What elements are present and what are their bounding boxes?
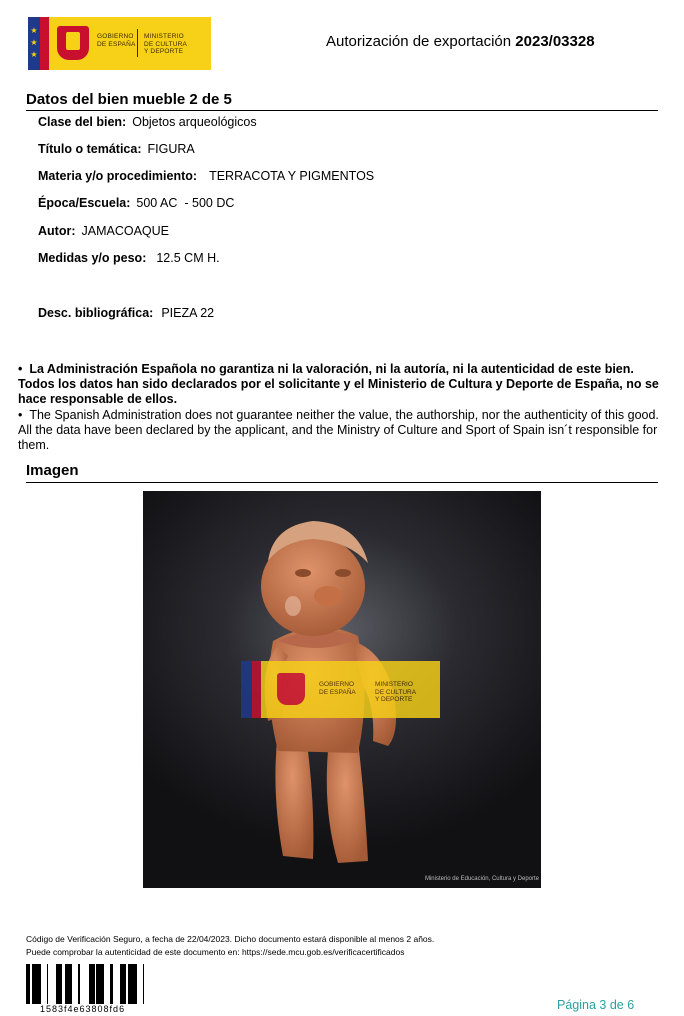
divider — [26, 110, 658, 111]
section-title-imagen: Imagen — [26, 462, 79, 479]
disclaimer-en: • The Spanish Administration does not guarantee neither the value, the authorship, nor the authenticity of this good. All the data have been declared by the applicant, and the Ministry of Culture and Sport of Spain isn´t responsible for them. — [18, 408, 659, 452]
coat-of-arms-icon — [57, 26, 89, 60]
barcode-icon — [26, 964, 150, 1004]
field-materia: Materia y/o procedimiento: TERRACOTA Y PIGMENTOS — [38, 169, 375, 183]
photo-credit: Ministerio de Educación, Cultura y Deporte — [424, 876, 539, 882]
artifact-photo — [143, 491, 541, 888]
logo-gov-text: GOBIERNO DE ESPAÑA — [97, 33, 136, 48]
field-titulo: Título o temática: FIGURA — [38, 142, 195, 156]
footer-url-text: Puede comprobar la autenticidad de este documento en: https://sede.mcu.gob.es/verificacertificados — [26, 947, 405, 957]
coat-of-arms-icon — [277, 673, 305, 705]
field-desc-bibliografica: Desc. bibliográfica: PIEZA 22 — [38, 306, 215, 320]
section-title-datos: Datos del bien mueble 2 de 5 — [26, 91, 232, 108]
field-epoca: Época/Escuela: 500 AC - 500 DC — [38, 196, 235, 210]
disclaimer-es: • La Administración Española no garantiza ni la valoración, ni la autoría, ni la autenticidad de este bien. Todos los datos han sido declarados por el solicitante y el Ministerio de Cultura y Deporte de España, no se hace responsable de ellos. — [18, 362, 659, 406]
barcode-number: 1583f4e63808fd6 — [40, 1004, 126, 1014]
authorization-header — [326, 33, 595, 50]
divider — [26, 482, 658, 483]
field-autor: Autor: JAMACOAQUE — [38, 224, 170, 238]
field-medidas: Medidas y/o peso: 12.5 CM H. — [38, 251, 220, 265]
field-clase: Clase del bien: Objetos arqueológicos — [38, 115, 257, 129]
authorization-number: 2023/03328 — [515, 33, 595, 50]
gobierno-logo — [28, 17, 211, 70]
page-number: Página 3 de 6 — [557, 998, 635, 1012]
logo-ministry-text: MINISTERIO DE CULTURA Y DEPORTE — [144, 33, 188, 55]
eu-stars-icon: ★ ★ ★ — [28, 17, 40, 70]
gobierno-watermark: GOBIERNO DE ESPAÑA MINISTERIO DE CULTURA Y DEPORTE — [241, 661, 440, 718]
footer-verification-text: Código de Verificación Seguro, a fecha de 22/04/2023. Dicho documento estará disponible al menos 2 años. — [26, 934, 435, 944]
authorization-label: Autorización de exportación — [326, 33, 512, 50]
